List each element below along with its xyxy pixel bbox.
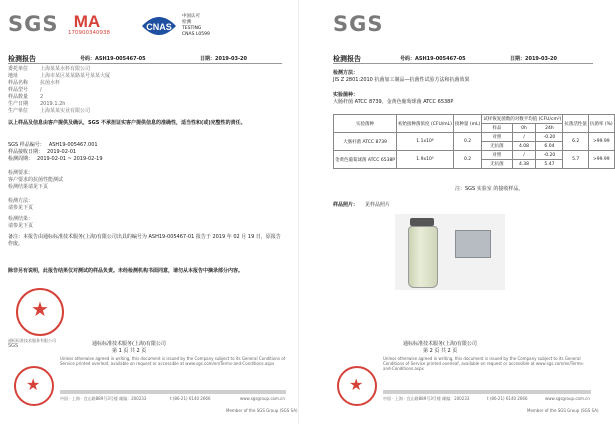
seal-ring-text: 通标标准技术服务有限公司	[8, 338, 56, 343]
footer-seal	[14, 366, 54, 406]
info-label: 地址	[8, 73, 19, 79]
test-period: 2019-02-01 ~ 2019-02-19	[37, 156, 103, 162]
info-value: 上海某某实业有限公司	[40, 108, 91, 114]
footer-web[interactable]: www.sgsgroup.com.cn	[545, 396, 590, 401]
info-label: 生产日期	[8, 101, 29, 107]
table-cell: 5.7	[563, 151, 589, 169]
sample-photo	[395, 214, 505, 290]
footer-bar	[60, 390, 286, 394]
member-text: Member of the SGS Group (SGS SA)	[226, 408, 298, 413]
footer-phone: t (86-21) 6140 2666	[170, 396, 211, 401]
result-label: 检测结果：	[8, 216, 34, 222]
bottle-cap	[410, 218, 434, 226]
table-subheader: 试样恢复菌数的对数平均值 (CFU/cm²)	[482, 115, 563, 124]
test-method-text: JIS Z 2801:2010 抗菌加工制品—抗菌性试验方法和抗菌效果	[333, 77, 470, 83]
report-number: 号码：ASH19-005467-05	[400, 56, 466, 62]
header-rule	[8, 63, 282, 64]
table-note: 注：SGS 实验室 的接收样品。	[455, 186, 524, 192]
ma-number: 170900340938	[68, 30, 110, 36]
footer-address: 中国 · 上海 · 宜山路889号3号楼 邮编：200233	[383, 396, 470, 401]
cnas-number: CNAS L0599	[182, 32, 210, 37]
report-page-2	[305, 6, 613, 420]
strain-text: 大肠杆菌 ATCC 8739，金黄色葡萄球菌 ATCC 6538P	[333, 99, 454, 105]
signer-company: 通标标准技术服务(上海)有限公司	[403, 341, 477, 347]
footer-seal-star-icon: ★	[26, 375, 41, 394]
receipt-date: 2019-02-01	[47, 149, 77, 155]
report-page-1	[0, 6, 298, 420]
table-header: 抗菌率 (%)	[588, 115, 614, 133]
signer-company: 通标标准技术服务(上海)有限公司	[92, 341, 166, 347]
warning-text: 除非另有说明，此报告结果仅对测试的样品负责。未经检测机构书面同意，请勿从本报告中摘录部分内容。	[8, 268, 244, 274]
table-cell: 1.1x10⁶	[397, 133, 454, 151]
method-text: 请参见下页	[8, 205, 34, 211]
report-title: 检测报告	[333, 55, 361, 63]
report-date: 日期：2019-03-20	[510, 56, 557, 62]
sgs-logo: SGS	[333, 12, 384, 36]
table-cell: 0.2	[453, 133, 481, 151]
table-cell: 0.2	[453, 151, 481, 169]
method-label: 检测方法：	[8, 198, 34, 204]
info-labels	[8, 66, 28, 115]
info-label: 样品型号	[8, 87, 29, 93]
page-divider	[298, 0, 299, 424]
footer-disclaimer: Unless otherwise agreed in writing, this document is issued by the Company subject to its General Conditions of Service printed overleaf, available on request or accessible at www.sgs.com/en/Terms-and-Conditions.aspx	[383, 356, 585, 371]
table-cell: -0.20	[536, 151, 563, 160]
results-table	[333, 114, 615, 169]
sample-no: ASH19-005467.001	[48, 142, 98, 148]
cnas-cn-mid: 检测	[182, 20, 191, 25]
cnas-en: TESTING	[182, 26, 202, 31]
method-section	[8, 198, 33, 212]
cnas-cn-top: 中国认可	[182, 14, 200, 19]
request-text2: 检测结果请见下页	[8, 184, 49, 190]
request-label: 检测要求：	[8, 170, 34, 176]
table-cell: 6.2	[563, 133, 589, 151]
bottle	[408, 226, 438, 288]
table-cell: >99.99	[588, 133, 614, 151]
seal-star-icon: ★	[31, 297, 49, 321]
official-seal	[16, 288, 64, 336]
footer-phone: t (86-21) 6140 2666	[487, 396, 528, 401]
cnas-text	[182, 14, 210, 38]
info-value: 2019.1.2h	[40, 101, 66, 107]
qr-caption: SGS	[8, 343, 19, 349]
ma-text: MA	[73, 12, 101, 31]
request-text: 客户要求的抗菌性能测试	[8, 177, 64, 183]
photo-label: 样品照片：	[333, 202, 359, 208]
table-cell: 无抗菌	[482, 142, 512, 151]
footer-seal	[337, 366, 377, 406]
table-header: 24h	[536, 124, 563, 133]
table-header: 初始接种菌浓度 (CFU/mL)	[397, 115, 454, 133]
info-label: 生产单位	[8, 108, 29, 114]
table-cell: 对照	[482, 151, 512, 160]
member-text: Member of the SGS Group (SGS SA)	[527, 408, 599, 413]
cnas-logo-icon	[140, 14, 178, 38]
table-cell: 金黄色葡萄球菌 ATCC 6538P	[334, 151, 397, 169]
footer-disclaimer: Unless otherwise agreed in writing, this document is issued by the Company subject to its General Conditions of Service printed overleaf, available on request or accessible at www.sgs.com/en/Terms-and-Conditions.aspx	[60, 356, 286, 366]
info-values	[40, 66, 110, 115]
report-title: 检测报告	[8, 55, 36, 63]
info-value: 上海某某水杯有限公司	[40, 66, 91, 72]
table-cell: /	[512, 133, 536, 142]
test-method-label: 检测方法：	[333, 70, 359, 76]
table-header: 0h	[512, 124, 536, 133]
footer-address: 中国 · 上海 · 宜山路889号3号楼 邮编：200233	[60, 396, 147, 401]
info-value: 抗菌水杯	[40, 80, 61, 86]
info-value: /	[40, 87, 42, 93]
cnas-logo-text: CNAS	[146, 22, 172, 32]
table-header: 实验菌种	[334, 115, 397, 133]
info-value: 2	[40, 94, 44, 100]
table-cell: 大肠杆菌 ATCC 8739	[334, 133, 397, 151]
strain-label: 实验菌种：	[333, 92, 359, 98]
sample-bag	[455, 230, 491, 258]
footer-web[interactable]: www.sgsgroup.com.cn	[240, 396, 285, 401]
page-number: 第 2 页 共 2 页	[423, 348, 458, 354]
result-section	[8, 216, 33, 230]
table-cell: /	[512, 151, 536, 160]
table-cell: 6.04	[536, 142, 563, 151]
photo-caption: 见样品照片	[365, 202, 391, 208]
receipt-label: 样品接收日期：	[8, 149, 44, 155]
table-row	[334, 133, 615, 142]
sample-no-label: SGS 样品编号：	[8, 142, 45, 148]
table-cell: 5.47	[536, 160, 563, 169]
client-notice: 以上样品及信息由客户提供及确认，SGS 不承担证实客户提供信息的准确性，适当性和(或)完整性的责任。	[8, 120, 246, 126]
table-cell: 无抗菌	[482, 160, 512, 169]
info-label: 样品数量	[8, 94, 29, 100]
footer-seal-star-icon: ★	[349, 375, 364, 394]
table-header-row	[334, 115, 615, 124]
info-value: 上海市某区某某路某号某某大厦	[40, 73, 111, 79]
remarks: 备注：本报告由通标标准技术服务(上海)有限公司出具的编号为 ASH19-005467-01 报告于 2019 年 02 月 19 日，原报告作废。	[8, 234, 281, 247]
header-rule	[333, 63, 593, 64]
sgs-logo: SGS	[8, 12, 59, 36]
test-method	[333, 70, 469, 84]
table-cell: >99.99	[588, 151, 614, 169]
table-header: 抗菌活性值	[563, 115, 589, 133]
info-label: 委托单位	[8, 66, 29, 72]
table-cell: 4.08	[512, 142, 536, 151]
test-period-label: 检测周期：	[8, 156, 34, 162]
table-row	[334, 151, 615, 160]
report-date: 日期：2019-03-20	[200, 56, 247, 62]
info-label: 样品名称	[8, 80, 29, 86]
request-section	[8, 170, 63, 191]
report-number: 号码：ASH19-005467-05	[80, 56, 146, 62]
table-header: 样品	[482, 124, 512, 133]
sample-meta	[8, 142, 103, 163]
table-cell: 对照	[482, 133, 512, 142]
table-cell: -0.20	[536, 133, 563, 142]
footer-bar	[383, 390, 591, 394]
table-cell: 4.38	[512, 160, 536, 169]
table-cell: 1.9x10⁵	[397, 151, 454, 169]
strain-section	[333, 92, 453, 106]
page-number: 第 1 页 共 2 页	[112, 348, 147, 354]
table-header: 接种量 (mL)	[453, 115, 481, 133]
result-text: 请参见下页	[8, 223, 34, 229]
